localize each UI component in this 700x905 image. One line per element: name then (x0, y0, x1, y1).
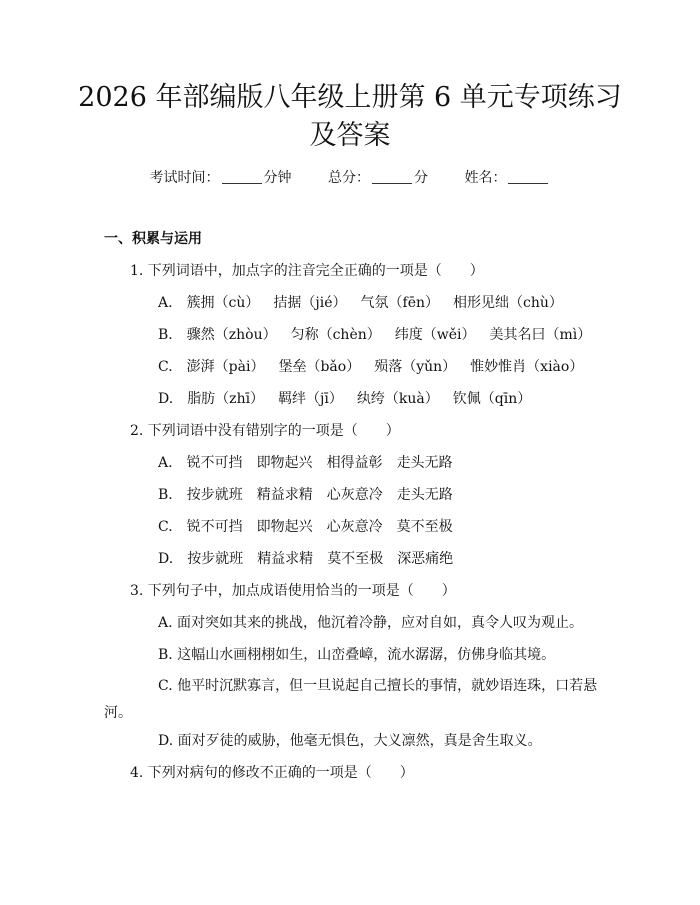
time-label: 考试时间： (149, 170, 220, 186)
page-title-continued: 及答案 (309, 120, 391, 151)
student-name (464, 168, 550, 188)
section-heading: 一、积累与运用 (104, 231, 202, 247)
question-4-stem: 4. 下列对病句的修改不正确的一项是（ ） (130, 765, 414, 781)
question-1-stem: 1. 下列词语中，加点字的注音完全正确的一项是（ ） (130, 263, 484, 279)
score-label: 总分： (328, 170, 370, 186)
name-label: 姓名： (464, 170, 507, 186)
q3-option-a: A. 面对突如其来的挑战，他沉着冷静，应对自如，真令人叹为观止。 (158, 615, 584, 631)
time-unit: 分钟 (263, 170, 292, 186)
score-blank (372, 169, 412, 184)
name-blank (508, 169, 548, 184)
q1-option-c: C. 澎湃（pài） 堡垒（bǎo） 殒落（yǔn） 惟妙惟肖（xiào） (158, 359, 584, 375)
q2-option-c: C. 锐不可挡 即物起兴 心灰意冷 莫不至极 (158, 519, 453, 535)
exam-time (150, 168, 292, 188)
q2-option-b: B. 按步就班 精益求精 心灰意冷 走头无路 (158, 487, 453, 503)
page-title: 2026 年部编版八年级上册第 6 单元专项练习 (78, 82, 622, 113)
q2-option-d: D. 按步就班 精益求精 莫不至极 深恶痛绝 (158, 551, 454, 567)
q3-option-c: C. 他平时沉默寡言，但一旦说起自己擅长的事情，就妙语连珠，口若悬河。 (104, 678, 598, 721)
q3-option-d: D. 面对歹徒的威胁，他毫无惧色，大义凛然，真是舍生取义。 (158, 733, 542, 749)
time-blank (222, 169, 262, 184)
question-2-stem: 2. 下列词语中没有错别字的一项是（ ） (130, 423, 400, 439)
q1-option-b: B. 骤然（zhòu） 匀称（chèn） 纬度（wěi） 美其名曰（mì） (158, 327, 592, 343)
q3-option-b: B. 这幅山水画栩栩如生，山峦叠嶂，流水潺潺，仿佛身临其境。 (158, 647, 556, 663)
score-unit: 分 (414, 170, 428, 186)
exam-info (0, 168, 700, 188)
question-3-stem: 3. 下列句子中，加点成语使用恰当的一项是（ ） (130, 583, 456, 599)
total-score (328, 168, 428, 188)
q1-option-d: D. 脂肪（zhī） 羁绊（jī） 纨绔（kuà） 钦佩（qīn） (158, 391, 532, 407)
q1-option-a: A. 簇拥（cù） 拮据（jié） 气氛（fēn） 相形见绌（chù） (158, 295, 563, 311)
q2-option-a: A. 锐不可挡 即物起兴 相得益彰 走头无路 (158, 455, 453, 471)
